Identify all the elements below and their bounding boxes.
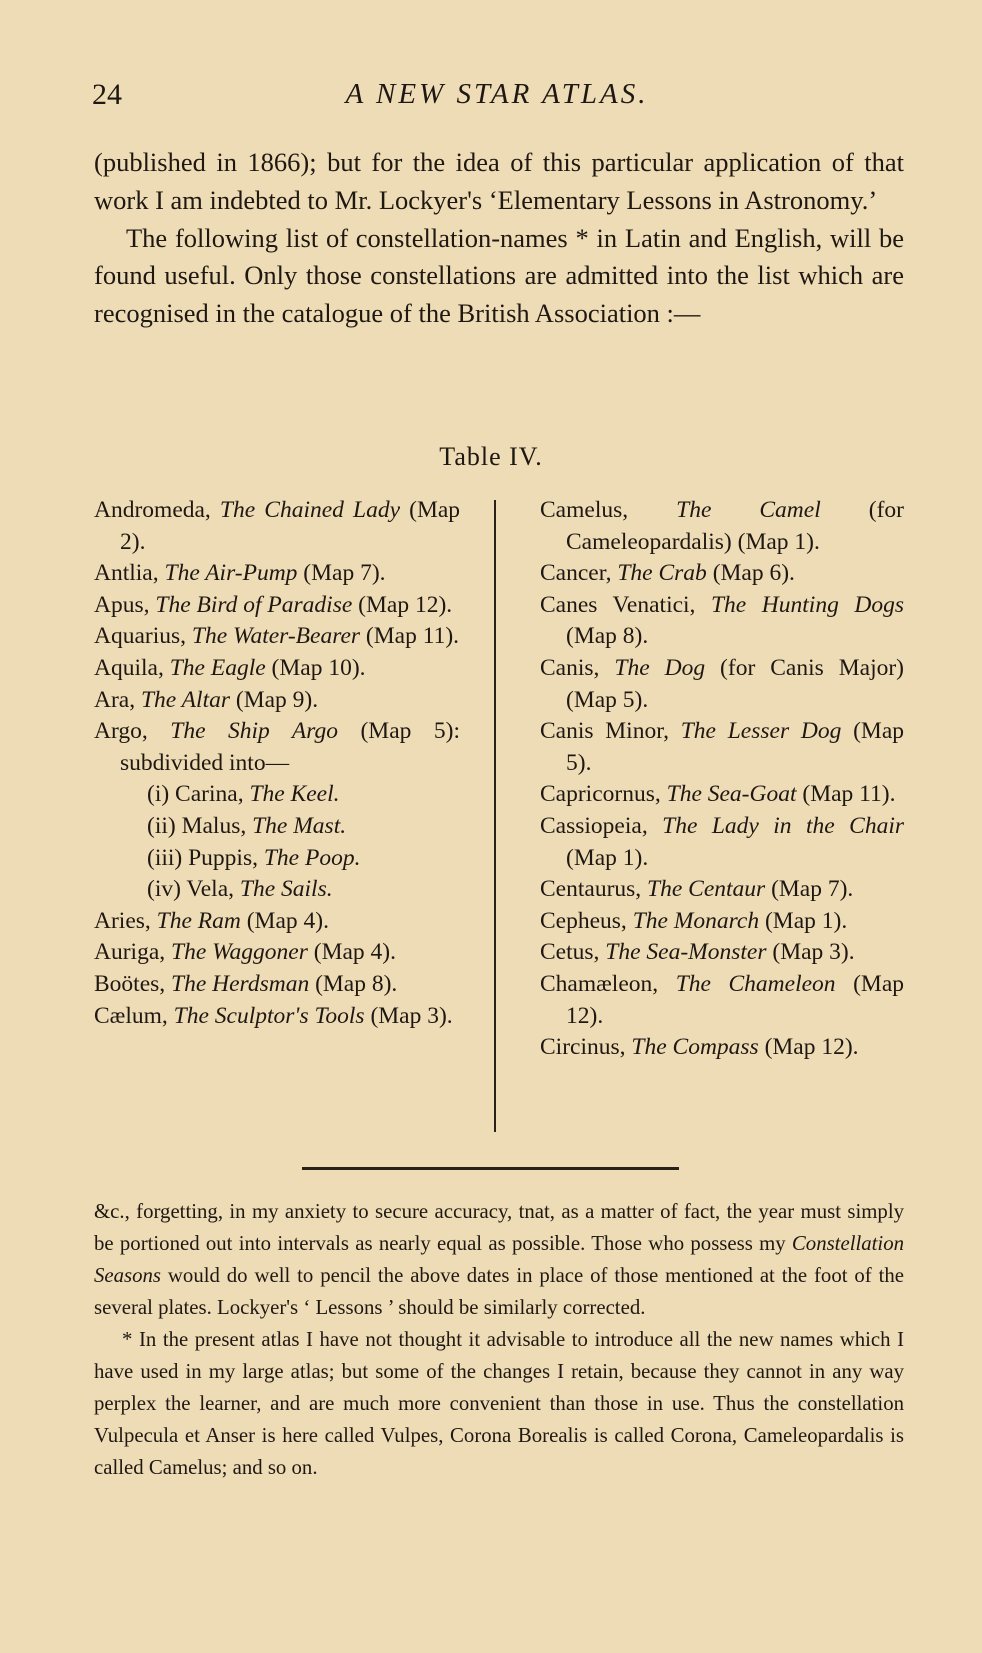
table-right-column [540,495,904,1064]
constellation-entry: Cassiopeia, The Lady in the Chair (Map 1). [540,812,904,871]
footnote-continuation: &c., forgetting, in my anxiety to secure accuracy, tnat, as a matter of fact, the year must simply be portioned out into intervals as nearly equal as possible. Those who possess my Constellation Seasons would do well to pencil the above dates in place of those mentioned at the foot of the several plates. Lockyer's ‘ Lessons ’ should be similarly corrected. [94,1200,904,1319]
constellation-entry: Cepheus, The Monarch (Map 1). [540,907,848,934]
constellation-entry: Aquila, The Eagle (Map 10). [94,654,366,681]
constellation-entry: Chamæleon, The Chameleon (Map 12). [540,970,904,1029]
constellation-entry: Cælum, The Sculptor's Tools (Map 3). [94,1002,453,1029]
constellation-entry: Cancer, The Crab (Map 6). [540,560,795,587]
constellation-entry: Aquarius, The Water-Bearer (Map 11). [94,623,460,650]
constellation-entry: Cetus, The Sea-Monster (Map 3). [540,939,855,966]
page-number: 24 [92,78,122,111]
footnotes [94,1196,904,1484]
constellation-entry: Argo, The Ship Argo (Map 5): subdivided into— [94,718,460,776]
column-divider [494,500,496,1132]
argo-subdivision: (iii) Puppis, The Poop. [147,844,361,871]
argo-subdivision: (ii) Malus, The Mast. [147,812,347,839]
constellation-entry: Centaurus, The Centaur (Map 7). [540,876,854,903]
constellation-entry: Antlia, The Air-Pump (Map 7). [94,560,386,587]
footnote-rule [302,1167,679,1170]
constellation-entry: Capricornus, The Sea-Goat (Map 11). [540,781,896,808]
intro-paragraph-1: (published in 1866); but for the idea of this particular application of that work I am indebted to Mr. Lockyer's ‘Elementary Lessons in Astronomy.’ [94,147,904,215]
constellation-entry: Circinus, The Compass (Map 12). [540,1034,859,1061]
argo-subdivision: (iv) Vela, The Sails. [147,876,333,903]
intro-paragraph-2: The following list of constellation-names * in Latin and English, will be found useful. Only those constellations are admitted into the list which are recognised in the catalogue of the British Association :— [94,222,904,329]
table-caption: Table IV. [439,442,543,471]
constellation-entry: Camelus, The Camel (for Cameleopardalis) (Map 1). [540,497,904,555]
argo-subdivision: (i) Carina, The Keel. [147,781,340,808]
running-title: A NEW STAR ATLAS. [345,78,649,110]
table-left-column [94,495,460,1032]
constellation-entry: Auriga, The Waggoner (Map 4). [94,939,396,966]
page-header [92,78,902,122]
constellation-entry: Aries, The Ram (Map 4). [94,907,329,934]
constellation-entry: Apus, The Bird of Paradise (Map 12). [94,591,453,618]
constellation-entry: Boötes, The Herdsman (Map 8). [94,970,398,997]
constellation-entry: Andromeda, The Chained Lady (Map 2). [94,497,461,555]
constellation-entry: Canis Minor, The Lesser Dog (Map 5). [540,718,905,776]
constellation-entry: Canes Venatici, The Hunting Dogs (Map 8). [540,591,904,650]
constellation-entry: Canis, The Dog (for Canis Major) (Map 5). [540,654,904,713]
constellation-entry: Ara, The Altar (Map 9). [94,686,319,713]
footnote-star: * In the present atlas I have not thought it advisable to introduce all the new names which I have used in my large atlas; but some of the changes I retain, because they cannot in any way perplex the learner, and are much more convenient than those in use. Thus the constellation Vulpecula et Anser is here called Vulpes, Corona Borealis is called Corona, Cameleopardalis is called Camelus; and so on. [94,1328,904,1479]
intro-text [94,144,904,333]
